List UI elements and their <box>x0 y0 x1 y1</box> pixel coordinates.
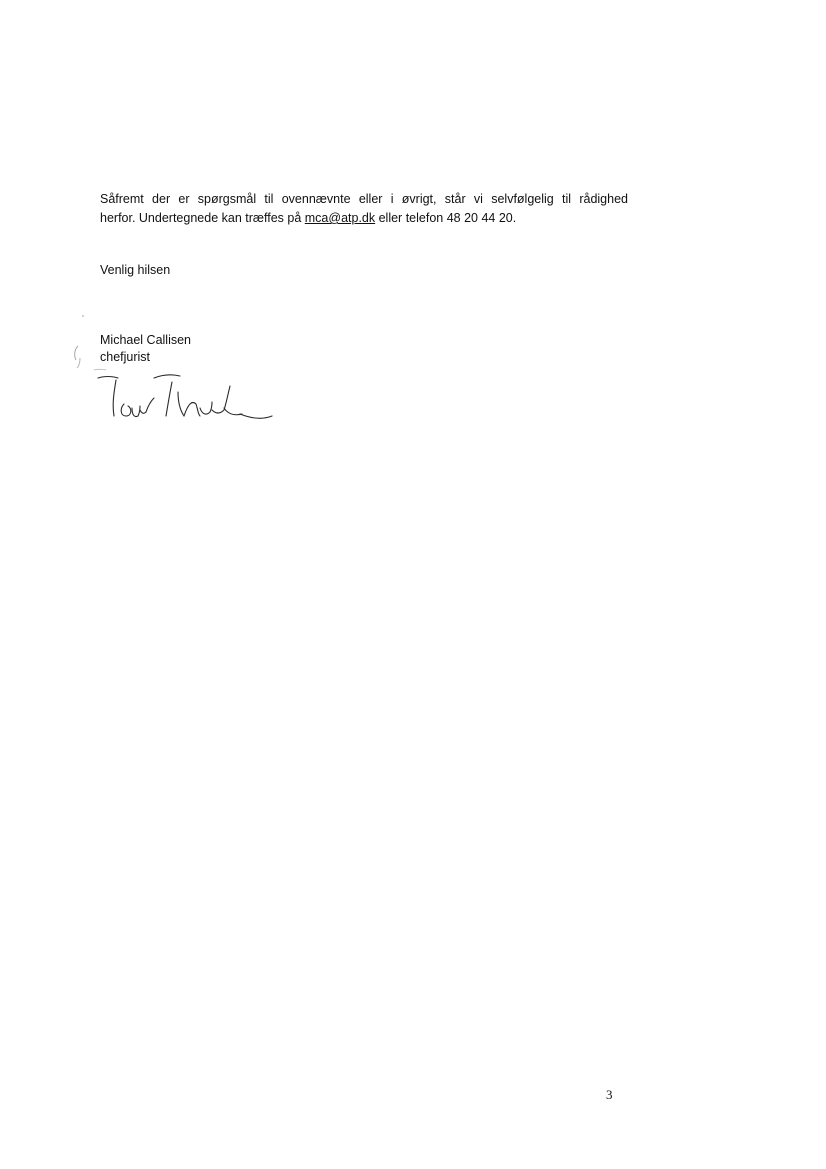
paragraph-line-2-start: herfor. Undertegnede kan træffes på <box>100 211 305 225</box>
email-link[interactable]: mca@atp.dk <box>304 211 376 225</box>
scan-bracket-mark <box>68 344 84 372</box>
scan-speck <box>80 313 86 319</box>
handwritten-signature <box>94 364 284 434</box>
page-number: 3 <box>606 1087 613 1102</box>
paragraph-line-2 <box>100 209 640 228</box>
paragraph-line-1: Såfremt der er spørgsmål til ovennævnte eller i øvrigt, står vi selvfølgelig til rådighed <box>100 192 628 206</box>
body-paragraph <box>100 190 640 228</box>
closing-salutation: Venlig hilsen <box>100 263 171 277</box>
paragraph-line-2-end: eller telefon 48 20 44 20. <box>375 211 517 225</box>
sender-title: chefjurist <box>100 350 151 364</box>
sender-name: Michael Callisen <box>100 333 192 347</box>
